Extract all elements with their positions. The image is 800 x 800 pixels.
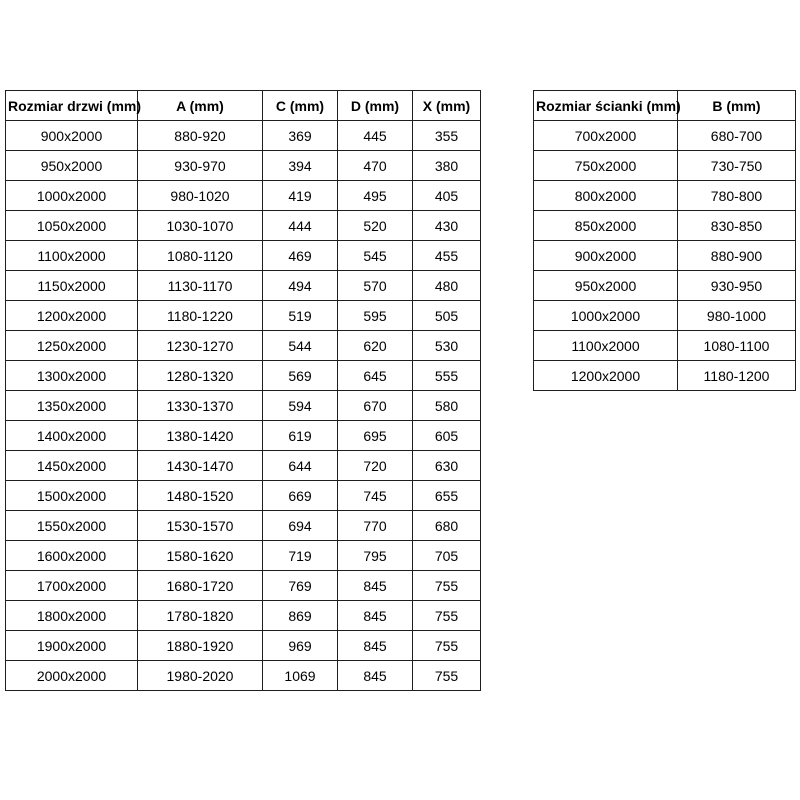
table-cell: 1380-1420 bbox=[138, 421, 263, 451]
table-cell: 930-970 bbox=[138, 151, 263, 181]
table-cell: 745 bbox=[338, 481, 413, 511]
table-cell: 605 bbox=[413, 421, 481, 451]
table-cell: 1550x2000 bbox=[6, 511, 138, 541]
table-cell: 1430-1470 bbox=[138, 451, 263, 481]
table-row bbox=[534, 151, 796, 181]
table-cell: 900x2000 bbox=[6, 121, 138, 151]
table-cell: 1900x2000 bbox=[6, 631, 138, 661]
table-cell: 969 bbox=[263, 631, 338, 661]
table-cell: 569 bbox=[263, 361, 338, 391]
table-cell: 1180-1200 bbox=[678, 361, 796, 391]
table-cell: 700x2000 bbox=[534, 121, 678, 151]
table-cell: 419 bbox=[263, 181, 338, 211]
table-cell: 580 bbox=[413, 391, 481, 421]
table-row bbox=[6, 481, 481, 511]
table-cell: 755 bbox=[413, 631, 481, 661]
table-cell: 480 bbox=[413, 271, 481, 301]
table-cell: 1800x2000 bbox=[6, 601, 138, 631]
header-row bbox=[6, 91, 481, 121]
table-cell: 1100x2000 bbox=[534, 331, 678, 361]
table-cell: 1150x2000 bbox=[6, 271, 138, 301]
table-cell: 720 bbox=[338, 451, 413, 481]
wall-size-table-header bbox=[534, 91, 796, 121]
table-cell: 594 bbox=[263, 391, 338, 421]
table-row bbox=[6, 331, 481, 361]
table-cell: 1400x2000 bbox=[6, 421, 138, 451]
table-cell: 1180-1220 bbox=[138, 301, 263, 331]
table-cell: 850x2000 bbox=[534, 211, 678, 241]
door-size-table-header bbox=[6, 91, 481, 121]
wall-size-table-body bbox=[534, 121, 796, 391]
table-row bbox=[6, 391, 481, 421]
table-cell: 669 bbox=[263, 481, 338, 511]
table-cell: 545 bbox=[338, 241, 413, 271]
header-cell: Rozmiar ścianki (mm) bbox=[534, 91, 678, 121]
table-row bbox=[6, 271, 481, 301]
table-cell: 444 bbox=[263, 211, 338, 241]
table-cell: 950x2000 bbox=[6, 151, 138, 181]
table-row bbox=[534, 211, 796, 241]
table-cell: 755 bbox=[413, 661, 481, 691]
table-cell: 1000x2000 bbox=[534, 301, 678, 331]
table-cell: 1450x2000 bbox=[6, 451, 138, 481]
table-row bbox=[534, 121, 796, 151]
table-row bbox=[6, 511, 481, 541]
table-cell: 445 bbox=[338, 121, 413, 151]
table-cell: 380 bbox=[413, 151, 481, 181]
header-cell: X (mm) bbox=[413, 91, 481, 121]
table-cell: 980-1020 bbox=[138, 181, 263, 211]
table-cell: 900x2000 bbox=[534, 241, 678, 271]
table-cell: 494 bbox=[263, 271, 338, 301]
table-cell: 1280-1320 bbox=[138, 361, 263, 391]
table-cell: 619 bbox=[263, 421, 338, 451]
table-cell: 845 bbox=[338, 661, 413, 691]
table-cell: 655 bbox=[413, 481, 481, 511]
table-cell: 505 bbox=[413, 301, 481, 331]
table-cell: 1080-1120 bbox=[138, 241, 263, 271]
table-row bbox=[6, 151, 481, 181]
table-cell: 570 bbox=[338, 271, 413, 301]
table-row bbox=[6, 361, 481, 391]
table-cell: 755 bbox=[413, 601, 481, 631]
table-cell: 880-900 bbox=[678, 241, 796, 271]
table-cell: 430 bbox=[413, 211, 481, 241]
header-cell: C (mm) bbox=[263, 91, 338, 121]
table-row bbox=[534, 301, 796, 331]
table-cell: 394 bbox=[263, 151, 338, 181]
table-cell: 845 bbox=[338, 631, 413, 661]
header-row bbox=[534, 91, 796, 121]
table-row bbox=[6, 601, 481, 631]
table-cell: 705 bbox=[413, 541, 481, 571]
table-cell: 780-800 bbox=[678, 181, 796, 211]
table-cell: 750x2000 bbox=[534, 151, 678, 181]
table-cell: 1250x2000 bbox=[6, 331, 138, 361]
table-row bbox=[6, 301, 481, 331]
door-size-table bbox=[5, 90, 481, 691]
table-cell: 355 bbox=[413, 121, 481, 151]
table-cell: 1230-1270 bbox=[138, 331, 263, 361]
table-cell: 1200x2000 bbox=[534, 361, 678, 391]
table-cell: 495 bbox=[338, 181, 413, 211]
table-cell: 2000x2000 bbox=[6, 661, 138, 691]
table-cell: 1480-1520 bbox=[138, 481, 263, 511]
table-cell: 470 bbox=[338, 151, 413, 181]
table-cell: 530 bbox=[413, 331, 481, 361]
table-row bbox=[534, 361, 796, 391]
table-cell: 1680-1720 bbox=[138, 571, 263, 601]
table-cell: 795 bbox=[338, 541, 413, 571]
table-cell: 869 bbox=[263, 601, 338, 631]
header-cell: A (mm) bbox=[138, 91, 263, 121]
table-cell: 770 bbox=[338, 511, 413, 541]
header-cell: B (mm) bbox=[678, 91, 796, 121]
table-cell: 1580-1620 bbox=[138, 541, 263, 571]
table-cell: 1130-1170 bbox=[138, 271, 263, 301]
table-cell: 1500x2000 bbox=[6, 481, 138, 511]
table-row bbox=[6, 541, 481, 571]
table-cell: 845 bbox=[338, 571, 413, 601]
table-cell: 1100x2000 bbox=[6, 241, 138, 271]
table-cell: 520 bbox=[338, 211, 413, 241]
table-cell: 1080-1100 bbox=[678, 331, 796, 361]
table-cell: 644 bbox=[263, 451, 338, 481]
table-cell: 845 bbox=[338, 601, 413, 631]
table-cell: 1000x2000 bbox=[6, 181, 138, 211]
table-cell: 694 bbox=[263, 511, 338, 541]
table-cell: 544 bbox=[263, 331, 338, 361]
table-cell: 755 bbox=[413, 571, 481, 601]
table-cell: 1069 bbox=[263, 661, 338, 691]
table-cell: 620 bbox=[338, 331, 413, 361]
table-cell: 630 bbox=[413, 451, 481, 481]
table-cell: 980-1000 bbox=[678, 301, 796, 331]
table-cell: 645 bbox=[338, 361, 413, 391]
header-cell: D (mm) bbox=[338, 91, 413, 121]
table-row bbox=[6, 121, 481, 151]
table-cell: 1880-1920 bbox=[138, 631, 263, 661]
table-cell: 595 bbox=[338, 301, 413, 331]
table-cell: 730-750 bbox=[678, 151, 796, 181]
table-row bbox=[6, 421, 481, 451]
table-cell: 830-850 bbox=[678, 211, 796, 241]
table-cell: 670 bbox=[338, 391, 413, 421]
table-cell: 1050x2000 bbox=[6, 211, 138, 241]
table-row bbox=[534, 181, 796, 211]
table-row bbox=[534, 241, 796, 271]
table-row bbox=[6, 181, 481, 211]
table-cell: 880-920 bbox=[138, 121, 263, 151]
table-row bbox=[6, 211, 481, 241]
table-row bbox=[6, 661, 481, 691]
table-cell: 1330-1370 bbox=[138, 391, 263, 421]
header-cell: Rozmiar drzwi (mm) bbox=[6, 91, 138, 121]
table-cell: 800x2000 bbox=[534, 181, 678, 211]
table-cell: 769 bbox=[263, 571, 338, 601]
table-cell: 1780-1820 bbox=[138, 601, 263, 631]
table-cell: 719 bbox=[263, 541, 338, 571]
table-cell: 1600x2000 bbox=[6, 541, 138, 571]
table-cell: 555 bbox=[413, 361, 481, 391]
table-cell: 1030-1070 bbox=[138, 211, 263, 241]
wall-size-table bbox=[533, 90, 796, 391]
table-cell: 950x2000 bbox=[534, 271, 678, 301]
table-cell: 930-950 bbox=[678, 271, 796, 301]
table-row bbox=[534, 271, 796, 301]
table-row bbox=[6, 241, 481, 271]
table-cell: 469 bbox=[263, 241, 338, 271]
table-row bbox=[6, 631, 481, 661]
table-row bbox=[6, 451, 481, 481]
table-cell: 695 bbox=[338, 421, 413, 451]
table-cell: 1700x2000 bbox=[6, 571, 138, 601]
table-cell: 1200x2000 bbox=[6, 301, 138, 331]
table-cell: 405 bbox=[413, 181, 481, 211]
table-cell: 369 bbox=[263, 121, 338, 151]
table-cell: 1300x2000 bbox=[6, 361, 138, 391]
table-row bbox=[534, 331, 796, 361]
table-cell: 680-700 bbox=[678, 121, 796, 151]
door-size-table-body bbox=[6, 121, 481, 691]
table-cell: 680 bbox=[413, 511, 481, 541]
table-cell: 455 bbox=[413, 241, 481, 271]
table-cell: 1530-1570 bbox=[138, 511, 263, 541]
table-row bbox=[6, 571, 481, 601]
table-cell: 1350x2000 bbox=[6, 391, 138, 421]
table-cell: 1980-2020 bbox=[138, 661, 263, 691]
table-cell: 519 bbox=[263, 301, 338, 331]
